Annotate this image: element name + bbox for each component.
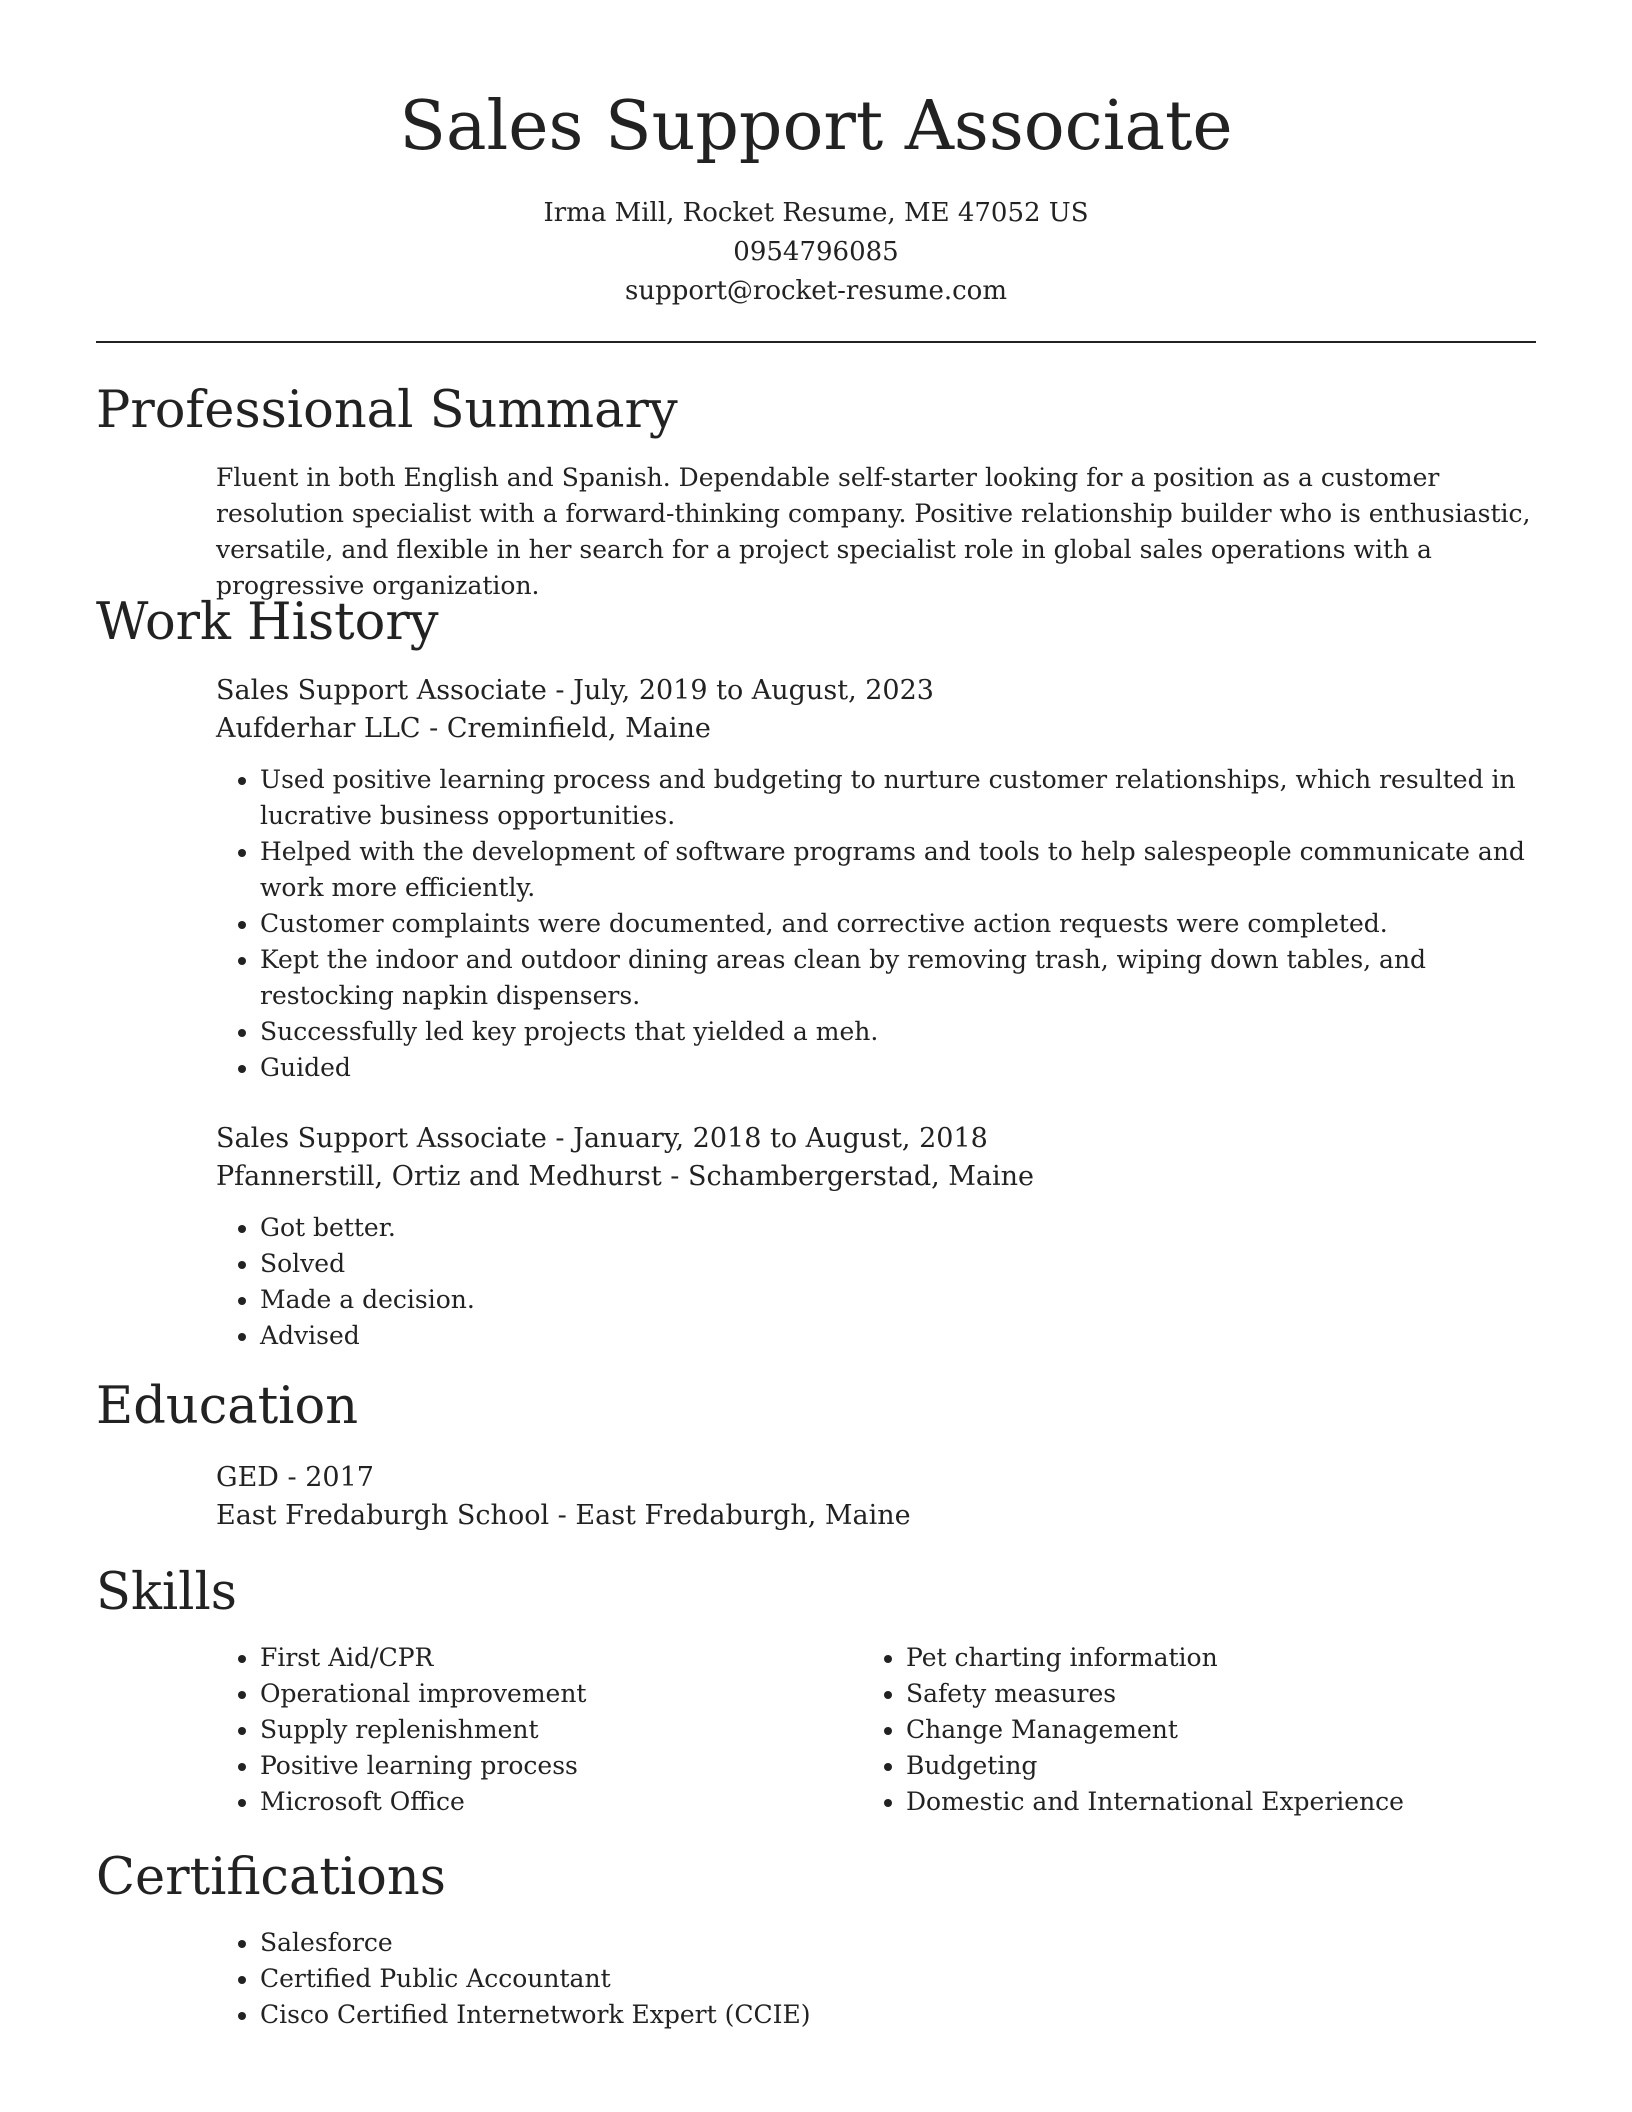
list-item: • Customer complaints were documented, and corrective action requests were completed. <box>260 906 1536 942</box>
list-item: • Kept the indoor and outdoor dining areas clean by removing trash, wiping down tables, and restocking napkin dispensers. <box>260 942 1536 1014</box>
list-item: • Operational improvement <box>260 1676 816 1712</box>
list-item: • Safety measures <box>906 1676 1542 1712</box>
education-school: East Fredaburgh School <box>216 1500 550 1531</box>
contact-email: support@rocket-resume.com <box>624 276 1007 306</box>
job-location: - Schambergerstad, Maine <box>661 1161 1035 1192</box>
summary-section <box>216 460 1546 604</box>
list-item: • Helped with the development of software programs and tools to help salespeople communicate and work more efficiently. <box>260 834 1536 906</box>
job-bullets <box>216 1210 1516 1354</box>
education-degree: GED <box>216 1462 279 1493</box>
certifications-heading: Certifications <box>96 1848 446 1907</box>
list-item: • Salesforce <box>260 1925 1216 1961</box>
list-item: • Pet charting information <box>906 1640 1542 1676</box>
education-entry <box>216 1459 1516 1535</box>
certifications-list <box>216 1925 1216 2033</box>
contact-address: Irma Mill, Rocket Resume, ME 47052 US <box>543 198 1089 228</box>
list-item: • Change Management <box>906 1712 1542 1748</box>
list-item: • Advised <box>260 1318 1516 1354</box>
contact-phone: 0954796085 <box>733 237 899 267</box>
job-entry-1 <box>216 672 1536 1086</box>
list-item: • Domestic and International Experience <box>906 1784 1542 1820</box>
skills-left-column <box>216 1640 816 1820</box>
contact-info <box>0 194 1632 311</box>
list-item: • Supply replenishment <box>260 1712 816 1748</box>
job-company-line <box>216 1158 1516 1196</box>
education-heading: Education <box>96 1377 359 1436</box>
skills-list-right <box>862 1640 1542 1820</box>
education-location: - East Fredaburgh, Maine <box>549 1500 911 1531</box>
list-item: • Budgeting <box>906 1748 1542 1784</box>
header-divider <box>96 341 1536 343</box>
job-dates: - January, 2018 to August, 2018 <box>546 1123 988 1154</box>
work-history-heading: Work History <box>96 593 439 652</box>
job-company: Aufderhar LLC <box>216 713 421 744</box>
list-item: • Made a decision. <box>260 1282 1516 1318</box>
list-item: • First Aid/CPR <box>260 1640 816 1676</box>
education-year: - 2017 <box>278 1462 374 1493</box>
list-item: • Cisco Certified Internetwork Expert (CCIE) <box>260 1997 1216 2033</box>
list-item: • Got better. <box>260 1210 1516 1246</box>
summary-text: Fluent in both English and Spanish. Dependable self-starter looking for a position as a customer resolution specialist with a forward-thinking company. Positive relationship builder who is enthusiastic, versatile, and flexible in her search for a project specialist role in global sales operations with a progressive organization. <box>216 463 1531 600</box>
job-location: - Creminfield, Maine <box>420 713 711 744</box>
list-item: • Positive learning process <box>260 1748 816 1784</box>
job-title: Sales Support Associate <box>216 675 547 706</box>
list-item: • Certified Public Accountant <box>260 1961 1216 1997</box>
job-entry-2 <box>216 1120 1516 1354</box>
resume-title: Sales Support Associate <box>399 87 1233 166</box>
job-title-line <box>216 672 1536 710</box>
list-item: • Used positive learning process and budgeting to nurture customer relationships, which resulted in lucrative business opportunities. <box>260 762 1536 834</box>
certifications-section <box>216 1925 1216 2033</box>
list-item: • Microsoft Office <box>260 1784 816 1820</box>
education-school-line <box>216 1497 1516 1535</box>
job-title: Sales Support Associate <box>216 1123 547 1154</box>
list-item: • Successfully led key projects that yielded a meh. <box>260 1014 1536 1050</box>
skills-list-left <box>216 1640 816 1820</box>
job-company-line <box>216 710 1536 748</box>
skills-right-column <box>862 1640 1542 1820</box>
skills-heading: Skills <box>96 1563 237 1622</box>
education-degree-line <box>216 1459 1516 1497</box>
job-title-line <box>216 1120 1516 1158</box>
job-bullets <box>216 762 1536 1086</box>
summary-heading: Professional Summary <box>96 381 678 440</box>
list-item: • Guided <box>260 1050 1536 1086</box>
job-dates: - July, 2019 to August, 2023 <box>546 675 934 706</box>
list-item: • Solved <box>260 1246 1516 1282</box>
job-company: Pfannerstill, Ortiz and Medhurst <box>216 1161 662 1192</box>
